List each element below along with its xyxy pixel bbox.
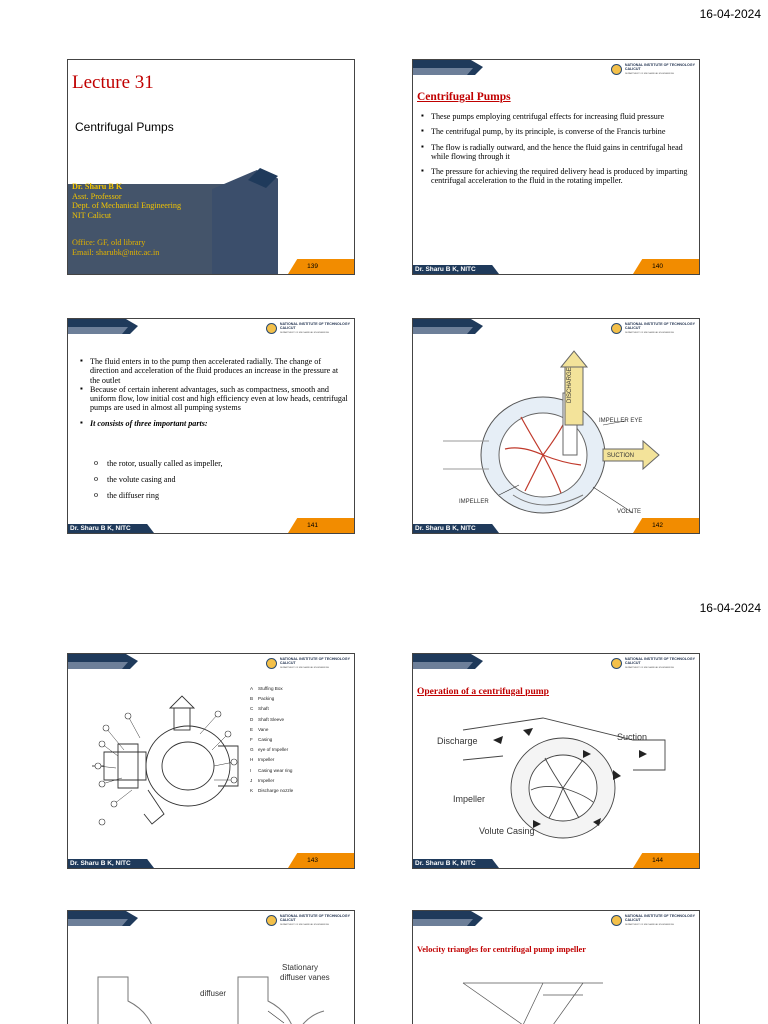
- header-banner: [68, 319, 138, 334]
- list-item: o the rotor, usually called as impeller,: [94, 459, 223, 468]
- slide-footer: [68, 857, 354, 868]
- slide-139[interactable]: [67, 59, 355, 275]
- label-impeller-eye: IMPELLER EYE: [599, 418, 643, 424]
- slide-number: 143: [307, 857, 318, 864]
- presenter-institute: NIT Calicut: [72, 210, 112, 220]
- header-banner: [68, 654, 138, 669]
- footer-author: Dr. Sharu B K, NITC: [70, 525, 131, 532]
- footer-author: Dr. Sharu B K, NITC: [70, 860, 131, 867]
- nitc-seal-icon: [266, 915, 277, 926]
- institute-logo: NATIONAL INSTITUTE OF TECHNOLOGY CALICUT DEPARTMENT OF MECHANICAL ENGINEERING: [266, 322, 350, 335]
- legend-item: E Vane: [250, 726, 269, 732]
- label-impeller: Impeller: [453, 794, 486, 804]
- header-banner: [413, 654, 483, 669]
- label-discharge: Discharge: [437, 736, 478, 746]
- footer-author: Dr. Sharu B K, NITC: [415, 525, 476, 532]
- label-suction: Suction: [617, 732, 648, 742]
- legend-item: H Impeller: [250, 757, 275, 763]
- lecture-subtitle: Centrifugal Pumps: [75, 120, 174, 134]
- nitc-seal-icon: [611, 64, 622, 75]
- list-item: o the diffuser ring: [94, 491, 223, 500]
- legend-item: A Stuffing Box: [250, 686, 283, 691]
- header-banner: [413, 319, 483, 334]
- slide-number: 142: [652, 522, 663, 529]
- label-volute: VOLUTE: [617, 509, 642, 515]
- list-item: ▪ These pumps employing centrifugal effects for increasing fluid pressure: [419, 112, 697, 121]
- pump-cutaway-illustration: [433, 345, 683, 525]
- legend-item: B Packing: [250, 696, 275, 702]
- institute-logo: NATIONAL INSTITUTE OF TECHNOLOGY CALICUT DEPARTMENT OF MECHANICAL ENGINEERING: [611, 914, 695, 927]
- office-location: Office: GF, old library: [72, 238, 146, 247]
- institute-logo: NATIONAL INSTITUTE OF TECHNOLOGY CALICUT DEPARTMENT OF MECHANICAL ENGINEERING: [611, 657, 695, 670]
- legend-item: C Shaft: [250, 706, 269, 712]
- slide-title: Velocity triangles for centrifugal pump impeller: [417, 945, 586, 954]
- bullet-list: [419, 112, 697, 192]
- label-impeller: IMPELLER: [459, 499, 489, 505]
- header-banner: [413, 60, 483, 75]
- nitc-seal-icon: [611, 323, 622, 334]
- slide-footer: [413, 522, 699, 533]
- pump-parts-drawing: [88, 694, 248, 844]
- slide-title: Operation of a centrifugal pump: [417, 687, 549, 697]
- label-diffuser: diffuser: [200, 989, 227, 998]
- label-volute-casing: Volute Casing: [479, 826, 535, 836]
- label-diffuser-vanes: diffuser vanes: [280, 973, 330, 982]
- slide-footer: [68, 522, 354, 533]
- list-item: ▪ The flow is radially outward, and the hence the fluid gains in centrifugal head while flowing through it: [419, 143, 697, 162]
- slide-title: Centrifugal Pumps: [417, 91, 511, 103]
- legend-item: G eye of Impeller: [250, 747, 289, 753]
- institute-logo: NATIONAL INSTITUTE OF TECHNOLOGY CALICUT DEPARTMENT OF MECHANICAL ENGINEERING: [611, 322, 695, 335]
- page-date: 16-04-2024: [699, 7, 761, 21]
- bullet-list: [78, 357, 348, 434]
- velocity-triangle-diagram: [453, 965, 613, 1024]
- list-item: ▪ The pressure for achieving the required delivery head is produced by imparting centrifugal acceleration to the fluid in the rotating impeller.: [419, 167, 697, 186]
- legend-item: F Casing: [250, 737, 273, 743]
- list-item: ▪ The fluid enters in to the pump then accelerated radially. The change of direction and acceleration of the fluid produces an increase in the pressure at the outlet: [78, 357, 348, 385]
- label-stationary: Stationary: [282, 963, 319, 972]
- contact-info: [72, 238, 159, 257]
- slide-146[interactable]: [412, 910, 700, 1024]
- slide-143[interactable]: [67, 653, 355, 869]
- slide-footer: [413, 857, 699, 868]
- institute-logo: NATIONAL INSTITUTE OF TECHNOLOGY CALICUT DEPARTMENT OF MECHANICAL ENGINEERING: [266, 914, 350, 927]
- email: Email: sharubk@nitc.ac.in: [72, 247, 160, 257]
- nitc-seal-icon: [611, 658, 622, 669]
- label-discharge: DISCHARGE: [567, 367, 573, 403]
- slide-footer: [413, 263, 699, 274]
- parts-heading: ▪ It consists of three important parts:: [78, 419, 348, 428]
- header-banner: [413, 911, 483, 926]
- legend-item: I Casing wear ring: [250, 767, 293, 773]
- institute-logo: NATIONAL INSTITUTE OF TECHNOLOGY CALICUT DEPARTMENT OF MECHANICAL ENGINEERING: [611, 63, 695, 76]
- slide-number: 139: [307, 263, 318, 270]
- slide-footer: [68, 263, 354, 274]
- footer-author: Dr. Sharu B K, NITC: [415, 860, 476, 867]
- presenter-name: Dr. Sharu B K: [72, 182, 123, 191]
- header-banner: [68, 911, 138, 926]
- lecture-title: Lecture 31: [72, 72, 154, 93]
- slide-number: 144: [652, 857, 663, 864]
- slide-142[interactable]: [412, 318, 700, 534]
- list-item: o the volute casing and: [94, 475, 223, 484]
- institute-logo: NATIONAL INSTITUTE OF TECHNOLOGY CALICUT DEPARTMENT OF MECHANICAL ENGINEERING: [266, 657, 350, 670]
- nitc-seal-icon: [611, 915, 622, 926]
- pump-operation-illustration: [433, 710, 683, 850]
- parts-list: [84, 459, 223, 507]
- legend-item: K Discharge nozzle: [250, 788, 294, 794]
- slide-144[interactable]: [412, 653, 700, 869]
- slide-145[interactable]: [67, 910, 355, 1024]
- page-date: 16-04-2024: [699, 601, 761, 615]
- list-item: ▪ Because of certain inherent advantages, such as compactness, smooth and uniform flow, low initial cost and high efficiency even at low heads, centrifugal pumps are used in almost all pumping systems: [78, 385, 348, 413]
- slide-141[interactable]: [67, 318, 355, 534]
- nitc-seal-icon: [266, 658, 277, 669]
- slide-number-tab: [288, 259, 354, 274]
- presenter-role: Asst. Professor: [72, 191, 122, 201]
- nitc-seal-icon: [266, 323, 277, 334]
- label-suction: SUCTION: [607, 453, 634, 459]
- parts-legend: [250, 684, 293, 796]
- presenter-info: [72, 182, 181, 220]
- presenter-dept: Dept. of Mechanical Engineering: [72, 201, 182, 210]
- slide-number: 141: [307, 522, 318, 529]
- list-item: ▪ The centrifugal pump, by its principle, is converse of the Francis turbine: [419, 127, 697, 136]
- legend-item: D Shaft Sleeve: [250, 716, 285, 722]
- slide-140[interactable]: [412, 59, 700, 275]
- slide-number: 140: [652, 263, 663, 270]
- legend-item: J Impeller: [250, 777, 275, 783]
- footer-author: Dr. Sharu B K, NITC: [415, 266, 476, 273]
